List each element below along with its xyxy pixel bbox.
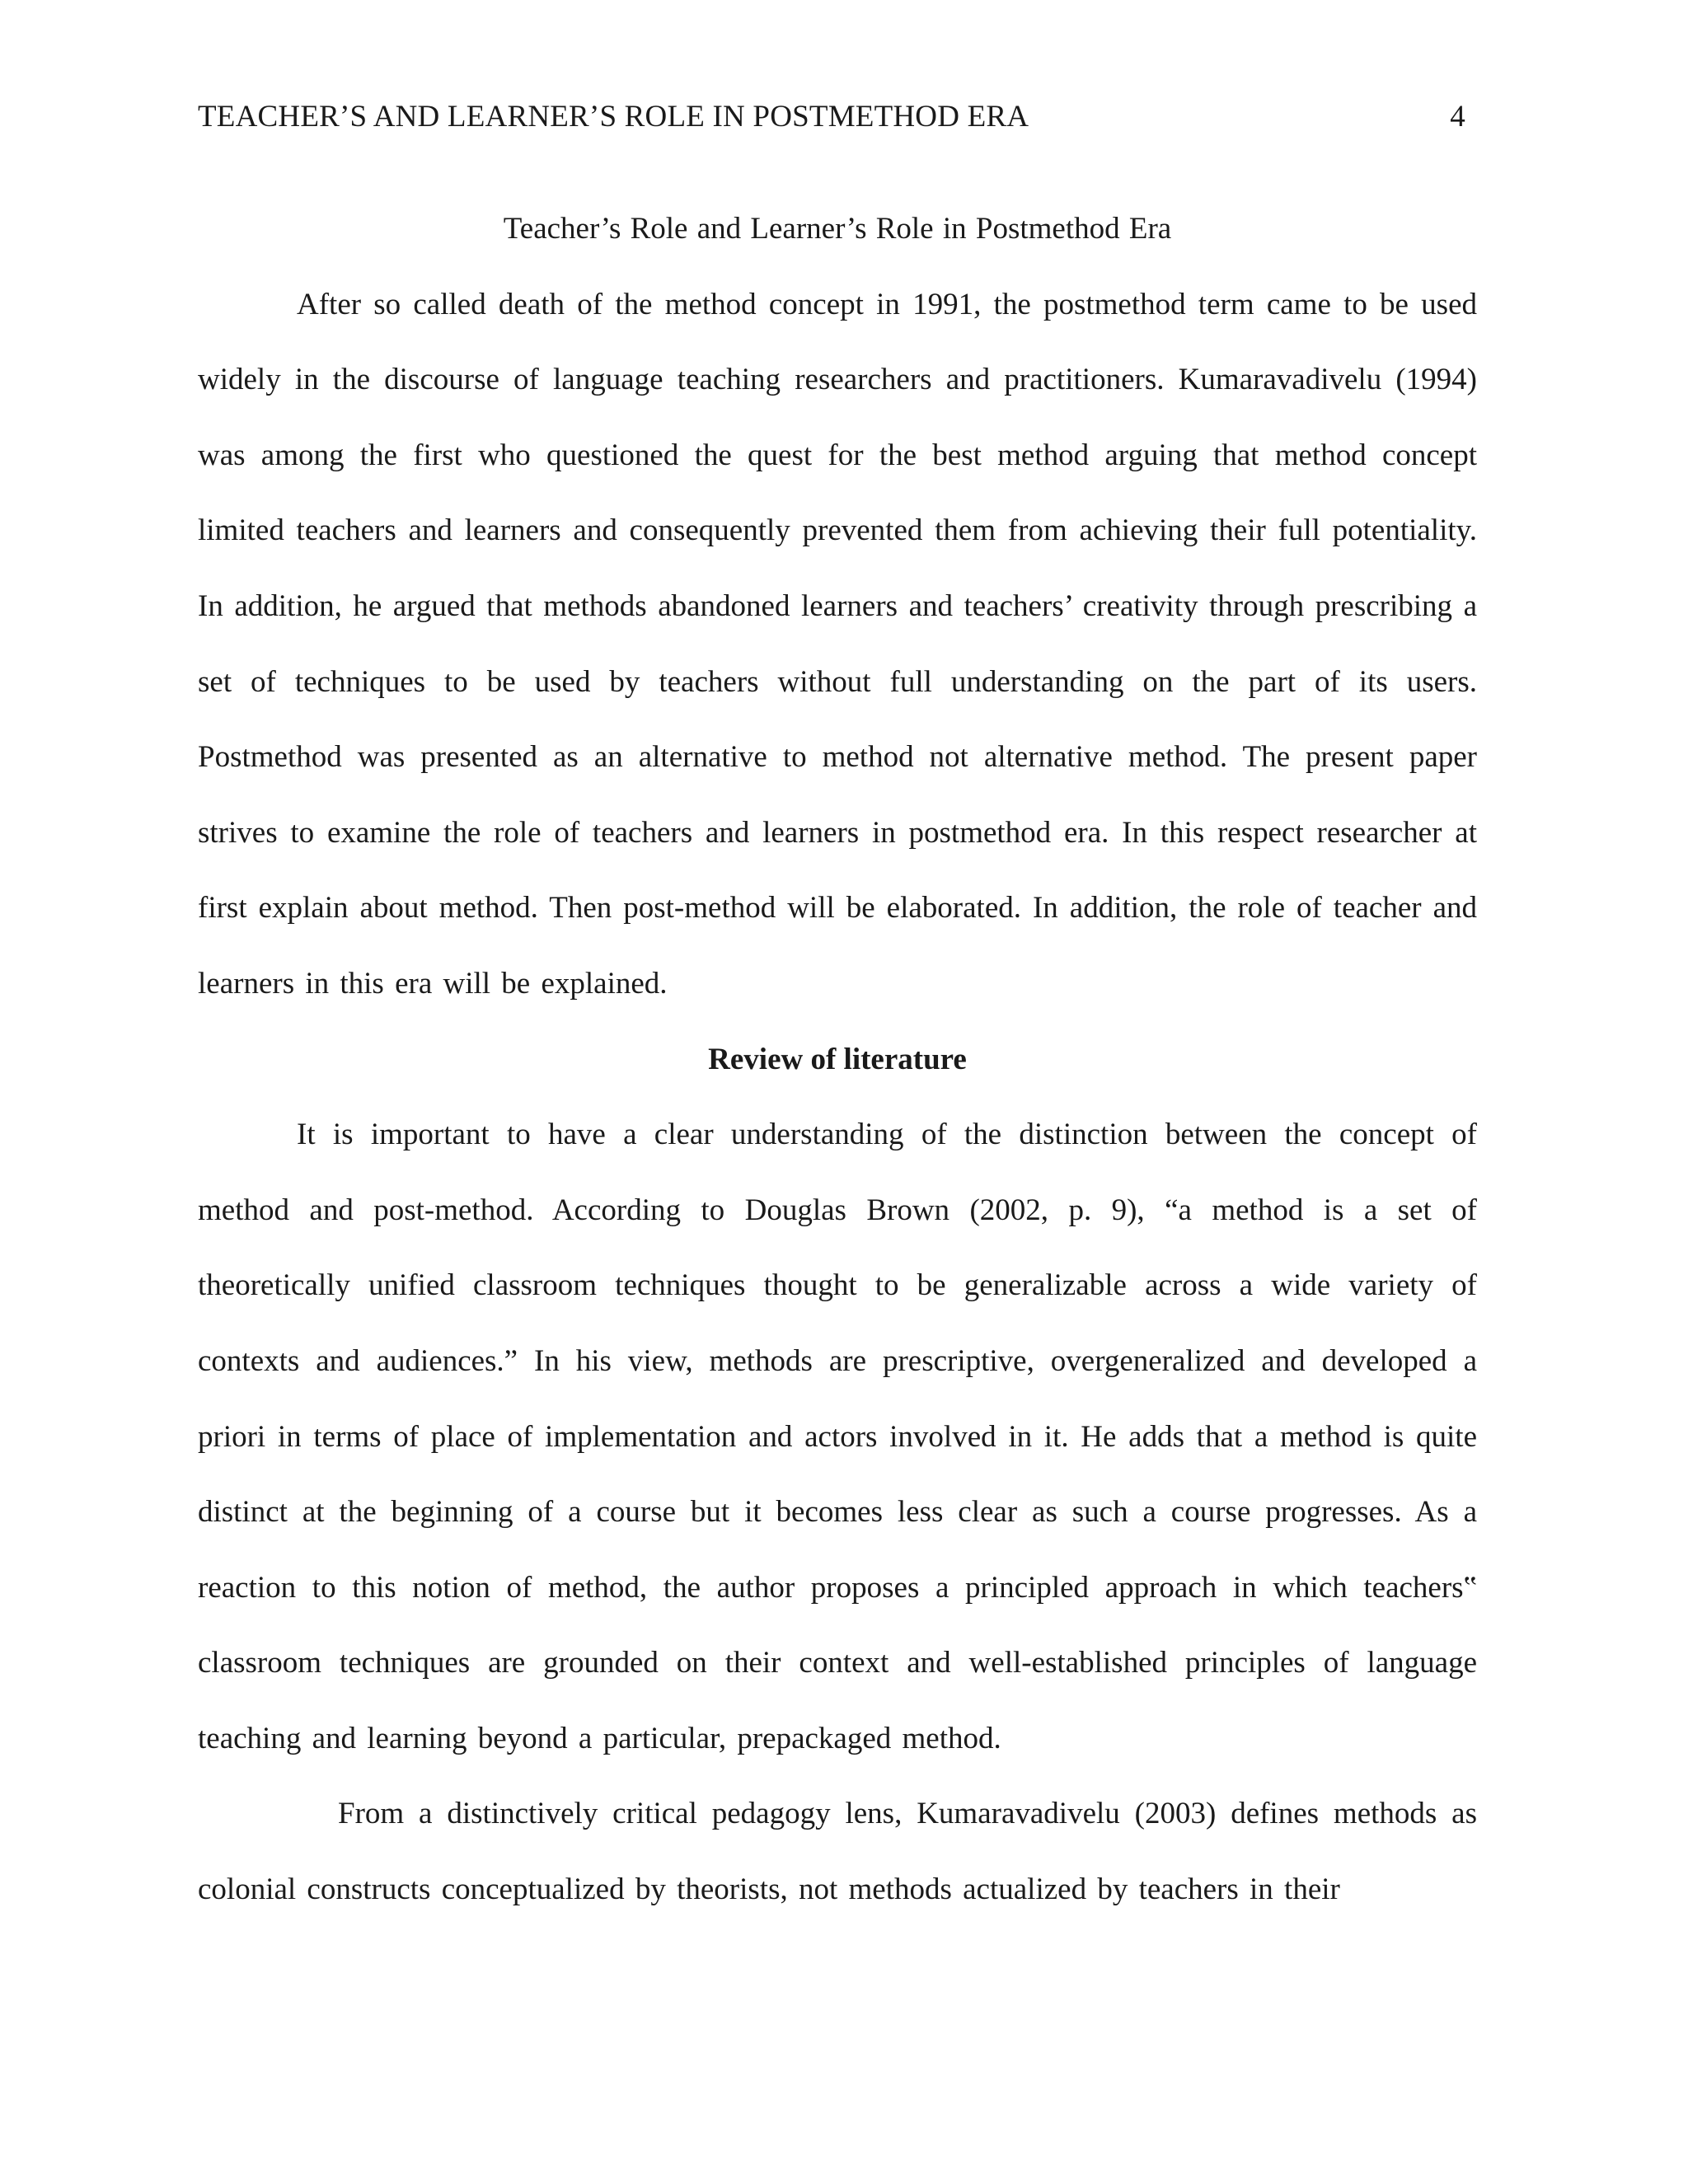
section-heading-review: Review of literature [708,1042,967,1076]
body-text [198,191,1477,1928]
running-head-title: TEACHER’S AND LEARNER’S ROLE IN POSTMETHOD ERA [198,100,1029,134]
running-head [198,97,1490,137]
page-number: 4 [1450,100,1465,134]
review-paragraph-1: It is important to have a clear understanding of the distinction between the concept of method and post-method. According to Douglas Brown (2002, p. 9), “a method is a set of theoretically unified classroom techniques thought to be generalizable across a wide variety of contexts and audiences.” In his view, methods are prescriptive, overgeneralized and developed a priori in terms of place of implementation and actors involved in it. He adds that a method is quite distinct at the beginning of a course but it becomes less clear as such a course progresses. As a reaction to this notion of method, the author proposes a principled approach in which teachers‟ classroom techniques are grounded on their context and well-established principles of language teaching and learning beyond a particular, prepackaged method. [198,1118,1477,1755]
document-title: Teacher’s Role and Learner’s Role in Postmethod Era [503,212,1172,246]
introduction-paragraph: After so called death of the method concept in 1991, the postmethod term came to be used widely in the discourse of language teaching researchers and practitioners. Kumaravadivelu (1994) was among the first who questioned the quest for the best method arguing that method concept limited teachers and learners and consequently prevented them from achieving their full potentiality. In addition, he argued that methods abandoned learners and teachers’ creativity through prescribing a set of techniques to be used by teachers without full understanding on the part of its users. Postmethod was presented as an alternative to method not alternative method. The present paper strives to examine the role of teachers and learners in postmethod era. In this respect researcher at first explain about method. Then post-method will be elaborated. In addition, the role of teacher and learners in this era will be explained. [198,287,1477,1001]
review-paragraph-2: From a distinctively critical pedagogy lens, Kumaravadivelu (2003) defines methods as colonial constructs conceptualized by theorists, not methods actualized by teachers in their [198,1797,1477,1907]
